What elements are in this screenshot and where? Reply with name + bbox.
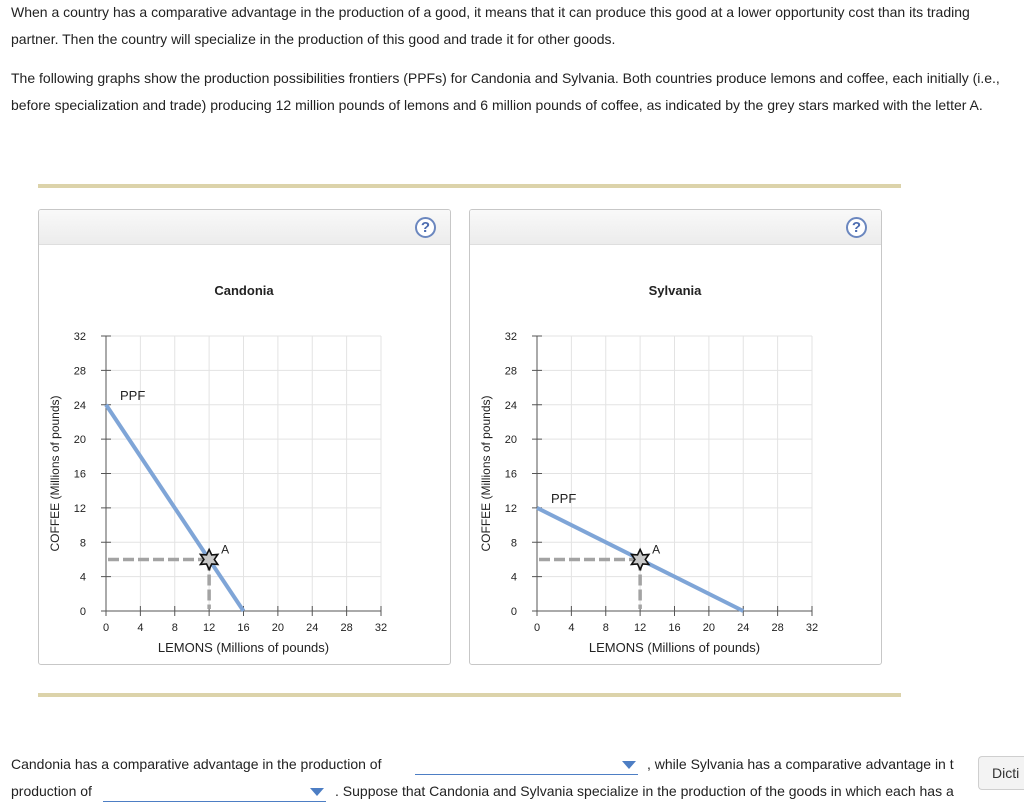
x-tick-label: 16: [237, 622, 250, 634]
chart-title: Sylvania: [648, 283, 702, 298]
question-line-1-continued: [647, 756, 954, 772]
sylvania-graph-panel: [469, 209, 882, 665]
intro-paragraph-1: When a country has a comparative advantage in the production of a good, it means that it can produce this good at a lower opportunity cost than its trading partner. Then the country will specialize in the production of this good and trade it for other goods.: [11, 4, 970, 47]
x-tick-label: 12: [634, 622, 647, 634]
question-line-1: [11, 756, 381, 772]
question-text-3: production of: [11, 783, 92, 799]
y-tick-label: 28: [73, 365, 86, 378]
help-icon[interactable]: ?: [415, 217, 436, 238]
x-tick-label: 0: [533, 622, 541, 634]
intro-paragraph-2: The following graphs show the production possibilities frontiers (PPFs) for Candonia and Sylvania. Both countries produce lemons and coffee, each initially (i.e., before specialization and trade) producing 12 million pounds of lemons and 6 million pounds of coffee, as indicated by the grey stars marked with the letter A.: [11, 70, 1000, 113]
x-tick-label: 20: [271, 622, 284, 634]
sylvania-chart: [470, 210, 881, 664]
y-tick-label: 32: [504, 331, 517, 343]
x-tick-label: 0: [102, 622, 110, 634]
x-tick-label: 4: [137, 622, 144, 634]
y-tick-label: 8: [79, 537, 86, 550]
x-tick-label: 20: [702, 622, 715, 634]
x-tick-label: 4: [568, 622, 575, 634]
x-tick-label: 12: [203, 622, 216, 634]
x-axis-label: LEMONS (Millions of pounds): [157, 640, 330, 655]
y-tick-label: 20: [73, 434, 86, 447]
y-tick-label: 4: [510, 571, 517, 584]
candonia-graph-panel: [38, 209, 451, 665]
dictionary-tab[interactable]: Dicti: [978, 756, 1024, 790]
x-tick-label: 28: [771, 622, 784, 634]
x-tick-label: 24: [306, 622, 319, 634]
candonia-chart: [39, 210, 450, 664]
x-tick-label: 32: [805, 622, 819, 634]
chevron-down-icon: [310, 788, 324, 796]
help-icon[interactable]: ?: [846, 217, 867, 238]
comparative-advantage-candonia-dropdown[interactable]: [415, 756, 638, 775]
y-tick-label: 4: [79, 571, 86, 584]
ppf-label: PPF: [551, 490, 577, 506]
question-line-2: [11, 783, 92, 799]
chevron-down-icon: [622, 761, 636, 769]
x-tick-label: 16: [668, 622, 681, 634]
y-tick-label: 28: [504, 365, 517, 378]
question-text-4: . Suppose that Candonia and Sylvania specialize in the production of the goods in which each has a: [335, 783, 954, 799]
top-divider: [38, 184, 901, 188]
x-tick-label: 32: [374, 622, 388, 634]
y-axis-label: COFFEE (Millions of pounds): [48, 395, 62, 552]
y-tick-label: 12: [73, 502, 86, 515]
question-line-2-continued: [335, 783, 954, 799]
ppf-label: PPF: [120, 387, 146, 403]
y-tick-label: 32: [73, 331, 86, 343]
point-a-star-icon: [631, 549, 648, 569]
question-text-2: , while Sylvania has a comparative advantage in t: [647, 756, 954, 772]
y-tick-label: 16: [504, 468, 517, 481]
y-tick-label: 24: [504, 399, 517, 412]
y-tick-label: 12: [504, 502, 517, 515]
y-tick-label: 0: [79, 606, 86, 618]
x-tick-label: 28: [340, 622, 353, 634]
y-axis-label: COFFEE (Millions of pounds): [479, 395, 493, 552]
y-tick-label: 0: [510, 606, 517, 618]
comparative-advantage-sylvania-dropdown[interactable]: [103, 783, 326, 802]
y-tick-label: 24: [73, 399, 86, 412]
chart-title: Candonia: [214, 283, 274, 298]
bottom-divider: [38, 693, 901, 697]
x-tick-label: 24: [737, 622, 750, 634]
y-tick-label: 8: [510, 537, 517, 550]
point-a-label: A: [652, 542, 661, 557]
x-tick-label: 8: [602, 622, 609, 634]
point-a-label: A: [221, 542, 230, 557]
y-tick-label: 16: [73, 468, 86, 481]
y-tick-label: 20: [504, 434, 517, 447]
x-axis-label: LEMONS (Millions of pounds): [588, 640, 761, 655]
question-text-1: Candonia has a comparative advantage in the production of: [11, 756, 382, 772]
x-tick-label: 8: [171, 622, 178, 634]
